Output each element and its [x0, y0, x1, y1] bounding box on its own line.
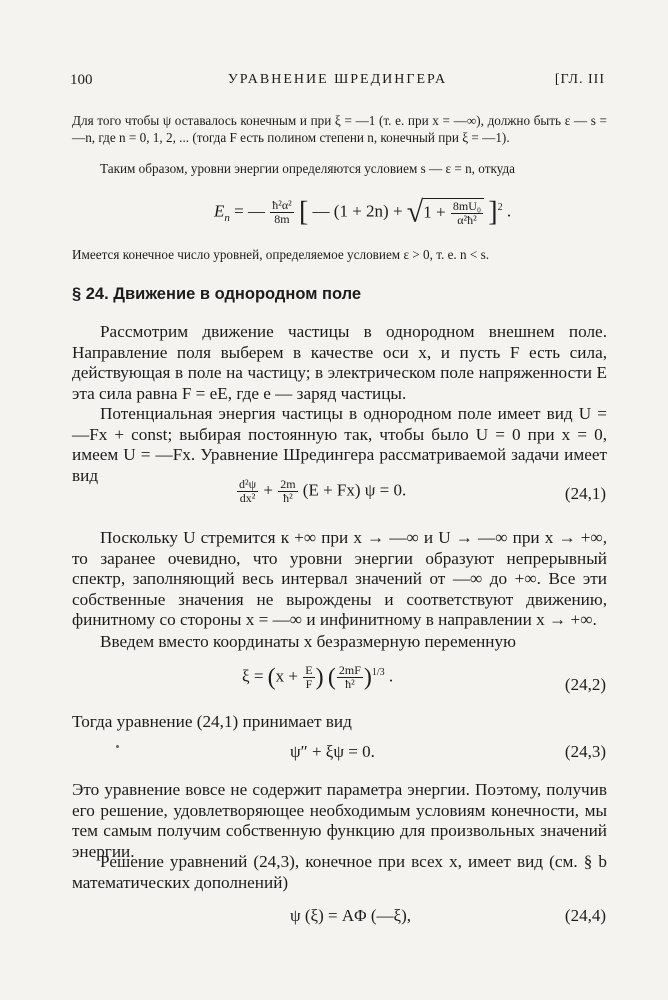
- inner-fraction: [451, 200, 483, 227]
- bracket-open: [: [298, 196, 309, 228]
- mass-numerator: 2m: [280, 477, 296, 491]
- equation-number-24-4: (24,4): [564, 906, 606, 925]
- ef-numerator: E: [305, 663, 313, 677]
- paragraph-1: Рассмотрим движение частицы в однородном внешнем поле. Направление поля выберем в качестве оси x, и пусть F есть сила, действующая в поле на частицу; в электрическом поле напряженности E эта сила равна F = eE, где e — заряд частицы.: [72, 322, 607, 403]
- scale-numerator: 2mF: [338, 663, 361, 677]
- energy-subscript: n: [224, 211, 230, 224]
- prefactor-denominator: 8m: [274, 212, 290, 226]
- intro-paragraph-1: Для того чтобы ψ оставалось конечным и при ξ = —1 (т. е. при x = —∞), должно быть ε — s = —n, где n = 0, 1, 2, ... (тогда F есть полином степени n, конечный при ξ = —1).: [72, 113, 607, 145]
- formula-end: .: [506, 201, 512, 221]
- equation-24-1: [236, 478, 406, 505]
- scale-denominator: ħ²: [345, 677, 355, 691]
- mass-fraction: [278, 478, 297, 505]
- paragraph-4: Введем вместо координаты x безразмерную переменную: [100, 632, 516, 651]
- x-plus: x +: [275, 666, 299, 686]
- derivative-numerator: d²ψ: [239, 477, 257, 491]
- sqrt-content: 1 +: [423, 202, 446, 222]
- ef-denominator: F: [305, 677, 313, 691]
- paren-close: ): [315, 664, 324, 691]
- running-title: УРАВНЕНИЕ ШРЕДИНГЕРА: [227, 72, 448, 87]
- bracket-power: 2: [497, 201, 503, 213]
- second-derivative-fraction: [237, 478, 258, 505]
- paragraph-2: Потенциальная энергия частицы в однородном поле имеет вид U = —Fx + const; выбирая постоянную так, чтобы было U = 0 при x = 0, имеем U = —Fx. Уравнение Шредингера рассматриваемой задачи имеет вид: [72, 404, 607, 485]
- equation-number-24-2: (24,2): [564, 675, 606, 694]
- energy-symbol: E: [214, 201, 225, 221]
- xi-equals: ξ =: [242, 666, 264, 686]
- derivative-denominator: dx²: [239, 491, 256, 505]
- page-number: 100: [70, 72, 93, 88]
- bracket-close: ]: [488, 196, 498, 228]
- paragraph-3: Поскольку U стремится к +∞ при x → —∞ и U → —∞ при x → +∞, то заранее очевидно, что уровни энергии образуют непрерывный спектр, заполняющий весь интервал значений от —∞ до +∞. Все эти собственные значения не вырождены и соответствуют движению, финитному со стороны x = —∞ и инфинитному в направлении x → +∞.: [72, 528, 607, 630]
- mass-denominator: ħ²: [283, 491, 293, 505]
- paren-open: (: [267, 664, 276, 691]
- equation-24-2: [242, 664, 393, 691]
- equation-number-24-1: (24,1): [564, 484, 606, 503]
- chapter-label: [ГЛ. III: [554, 72, 605, 87]
- plus-sign: +: [263, 480, 273, 500]
- inner-numerator: 8mU₀: [452, 199, 482, 213]
- equation-number-24-3: (24,3): [564, 742, 606, 761]
- equals-minus: = —: [234, 201, 265, 221]
- inner-denominator: α²ħ²: [457, 213, 477, 227]
- term-one: — (1 + 2n) +: [312, 201, 403, 221]
- energy-force-fraction: [303, 664, 314, 691]
- one-third-power: 1/3: [371, 666, 385, 678]
- prefactor-numerator: ħ²α²: [272, 198, 292, 212]
- paragraph-6: Это уравнение вовсе не содержит параметра энергии. Поэтому, получив его решение, удовлетворяющее необходимым условиям конечности, мы тем самым получим собственную функцию для произвольных значений энергии.: [72, 780, 607, 861]
- scale-fraction: [337, 664, 363, 691]
- paren2-close: ): [363, 664, 372, 691]
- intro-paragraph-3: Имеется конечное число уровней, определяемое условием ε > 0, т. е. n < s.: [72, 247, 490, 262]
- section-heading: § 24. Движение в однородном поле: [72, 285, 362, 303]
- print-speck: [116, 745, 119, 748]
- equation-24-3: ψ″ + ξψ = 0.: [290, 742, 375, 761]
- paragraph-7: Решение уравнений (24,3), конечное при всех x, имеет вид (см. § b математических дополнений): [72, 852, 607, 892]
- equation-24-4: ψ (ξ) = AΦ (—ξ),: [290, 906, 411, 925]
- running-header: [70, 72, 605, 96]
- sqrt-body: [423, 198, 484, 227]
- intro-paragraph-2: Таким образом, уровни энергии определяются условием s — ε = n, откуда: [100, 161, 516, 176]
- prefactor-fraction: [270, 199, 293, 226]
- equation-rest: (E + Fx) ψ = 0.: [302, 480, 407, 500]
- radical-sign: √: [406, 195, 424, 229]
- eq2-end: .: [388, 666, 394, 686]
- energy-levels-formula: [214, 195, 512, 229]
- paren2-open: (: [327, 664, 336, 691]
- paragraph-5: Тогда уравнение (24,1) принимает вид: [72, 712, 352, 731]
